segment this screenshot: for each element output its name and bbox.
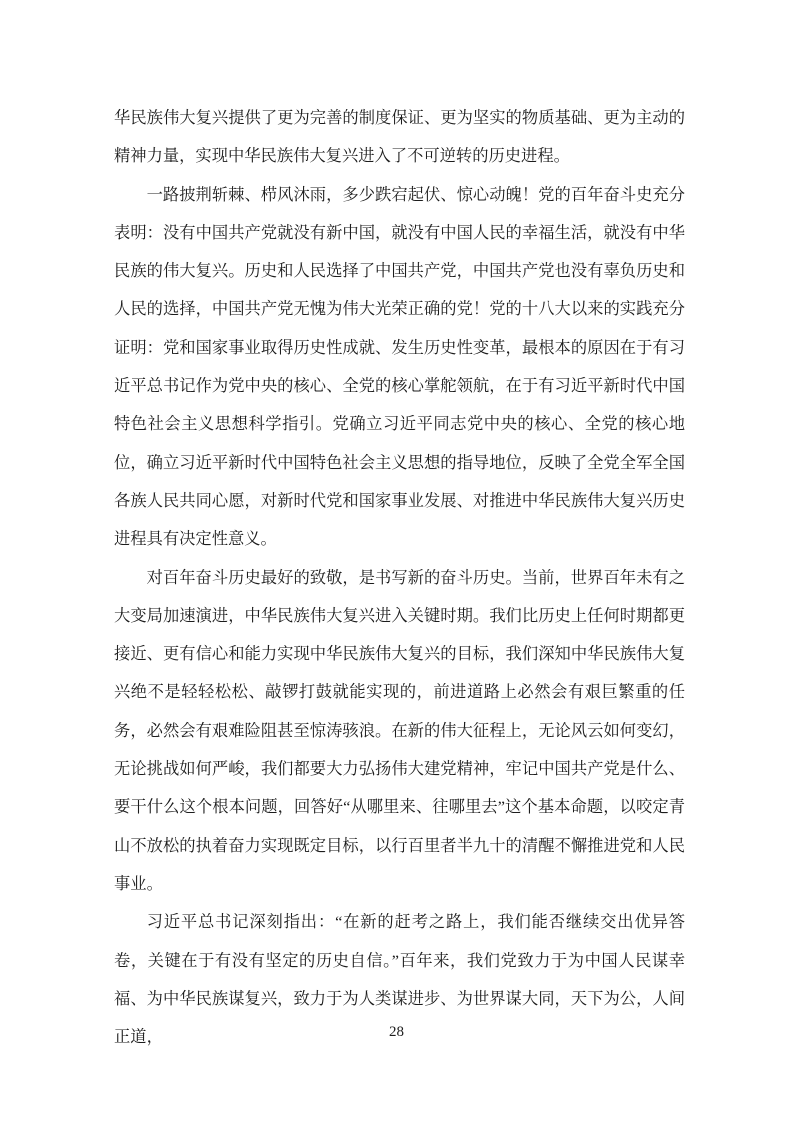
paragraph: 对百年奋斗历史最好的致敬，是书写新的奋斗历史。当前，世界百年未有之大变局加速演进，中华民族伟大复兴进入关键时期。我们比历史上任何时期都更接近、更有信心和能力实现中华民族伟大复兴的目标，我们深知中华民族伟大复兴绝不是轻轻松松、敲锣打鼓就能实现的，前进道路上必然会有艰巨繁重的任务，必然会有艰难险阻甚至惊涛骇浪。在新的伟大征程上，无论风云如何变幻，无论挑战如何严峻，我们都要大力弘扬伟大建党精神，牢记中国共产党是什么、要干什么这个根本问题，回答好“从哪里来、往哪里去”这个基本命题，以咬定青山不放松的执着奋力实现既定目标，以行百里者半九十的清醒不懈推进党和人民事业。 — [114, 567, 685, 893]
page-number: 28 — [389, 1024, 404, 1040]
paragraph: 一路披荆斩棘、栉风沐雨，多少跌宕起伏、惊心动魄！党的百年奋斗史充分表明：没有中国共产党就没有新中国，就没有中国人民的幸福生活，就没有中华民族的伟大复兴。历史和人民选择了中国共产党，中国共产党也没有辜负历史和人民的选择，中国共产党无愧为伟大光荣正确的党！党的十八大以来的实践充分证明：党和国家事业取得历史性成就、发生历史性变革，最根本的原因在于有习近平总书记作为党中央的核心、全党的核心掌舵领航，在于有习近平新时代中国特色社会主义思想科学指引。党确立习近平同志党中央的核心、全党的核心地位，确立习近平新时代中国特色社会主义思想的指导地位，反映了全党全军全国各族人民共同心愿，对新时代党和国家事业发展、对推进中华民族伟大复兴历史进程具有决定性意义。 — [114, 184, 685, 549]
document-body — [114, 99, 685, 1056]
paragraph-continuation: 华民族伟大复兴提供了更为完善的制度保证、更为坚实的物质基础、更为主动的精神力量，实现中华民族伟大复兴进入了不可逆转的历史进程。 — [114, 108, 685, 166]
paragraph: 习近平总书记深刻指出：“在新的赶考之路上，我们能否继续交出优异答卷，关键在于有没有坚定的历史自信。”百年来，我们党致力于为中国人民谋幸福、为中华民族谋复兴，致力于为人类谋进步、为世界谋大同，天下为公，人间正道， — [114, 912, 685, 1047]
